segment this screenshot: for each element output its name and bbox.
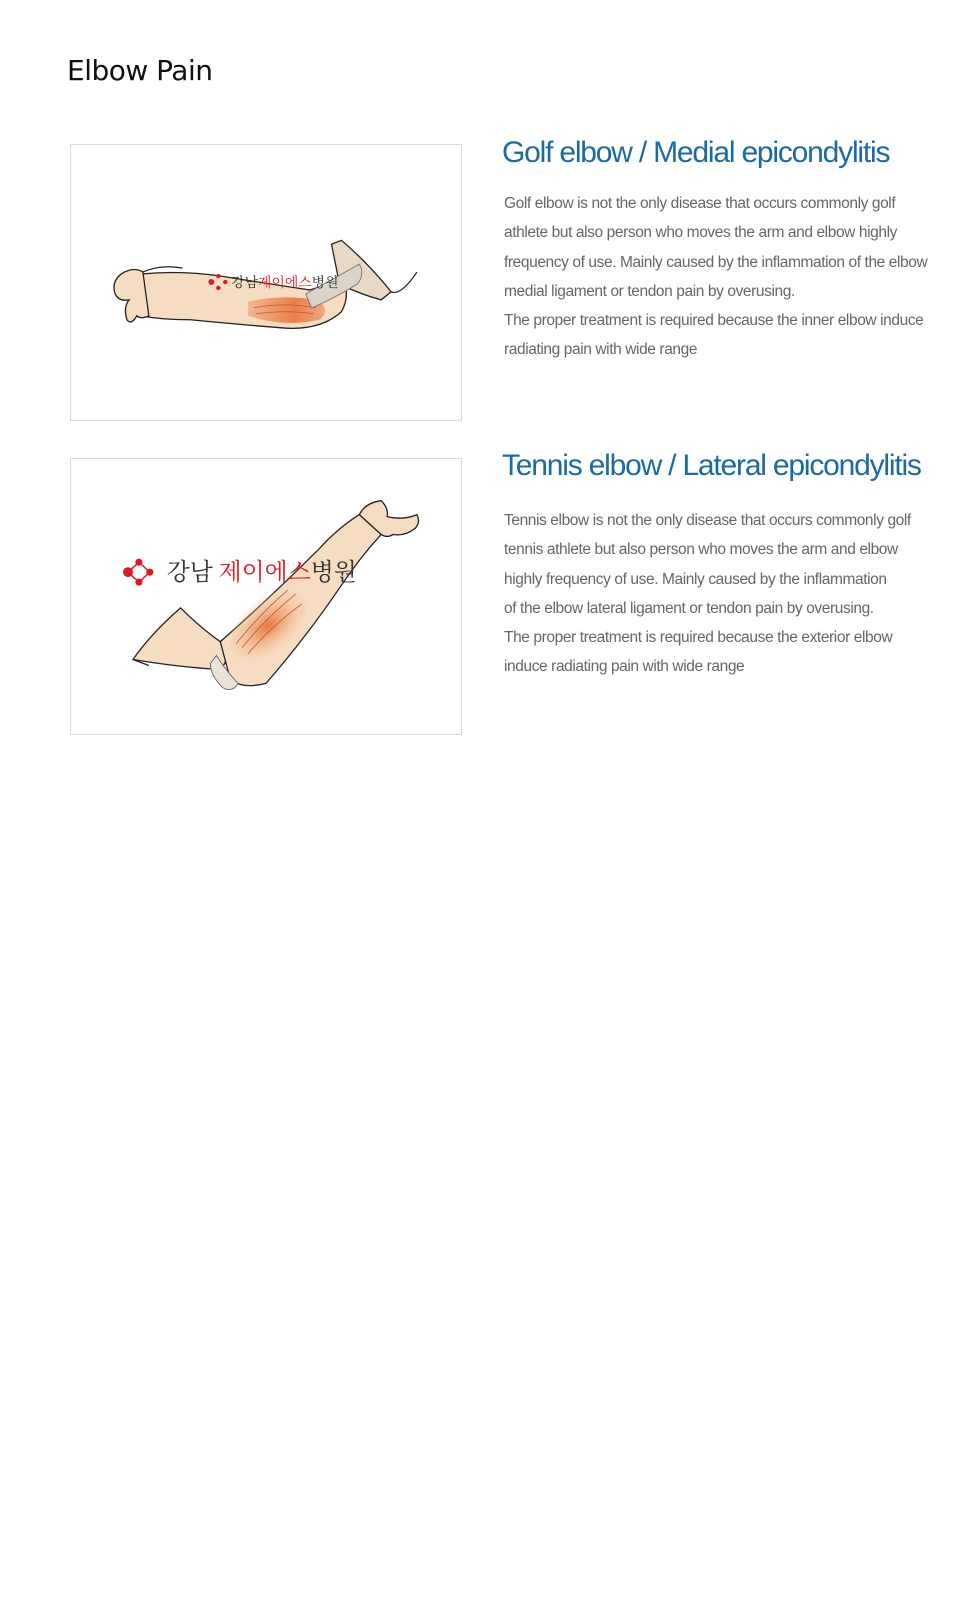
- forearm-medial-illustration-icon: [71, 145, 461, 420]
- page-title: Elbow Pain: [67, 54, 213, 87]
- logo-highlight: 제이에스: [258, 274, 312, 291]
- golf-elbow-description: [504, 189, 952, 365]
- svg-text:강남제이에스병원: [231, 274, 338, 291]
- paragraph-line: tennis athlete but also person who moves the arm and elbow: [504, 541, 898, 559]
- paragraph-line: highly frequency of use. Mainly caused by the inflammation: [504, 570, 887, 588]
- paragraph-line: Golf elbow is not the only disease that occurs commonly golf: [504, 195, 896, 212]
- paragraph-line: The proper treatment is required because the inner elbow induce: [504, 312, 924, 330]
- paragraph-line: radiating pain with wide range: [504, 341, 698, 359]
- paragraph-line: frequency of use. Mainly caused by the inflammation of the elbow: [504, 253, 928, 271]
- logo-prefix: 강남: [231, 274, 259, 291]
- paragraph-line: athlete but also person who moves the arm and elbow highly: [504, 224, 897, 242]
- logo-highlight: 제이에스: [218, 558, 311, 587]
- logo-suffix: 병원: [310, 558, 357, 587]
- paragraph-line: Tennis elbow is not the only disease that occurs commonly golf: [504, 512, 911, 529]
- tennis-elbow-image: [70, 458, 462, 735]
- golf-elbow-heading: Golf elbow / Medial epicondylitis: [502, 136, 890, 169]
- hospital-logo: [123, 558, 357, 586]
- logo-suffix: 병원: [311, 274, 339, 291]
- bent-arm-lateral-illustration-icon: [71, 459, 461, 734]
- paragraph-line: medial ligament or tendon pain by overusing.: [504, 282, 795, 300]
- paragraph-line: The proper treatment is required because the exterior elbow: [504, 629, 893, 647]
- tennis-elbow-description: [504, 506, 952, 682]
- logo-prefix: 강남: [166, 558, 213, 587]
- paragraph-line: induce radiating pain with wide range: [504, 658, 745, 676]
- golf-elbow-image: [70, 144, 462, 421]
- svg-text:강남제이에스병원: [167, 558, 357, 586]
- tennis-elbow-heading: Tennis elbow / Lateral epicondylitis: [502, 449, 921, 482]
- paragraph-line: of the elbow lateral ligament or tendon pain by overusing.: [504, 599, 874, 617]
